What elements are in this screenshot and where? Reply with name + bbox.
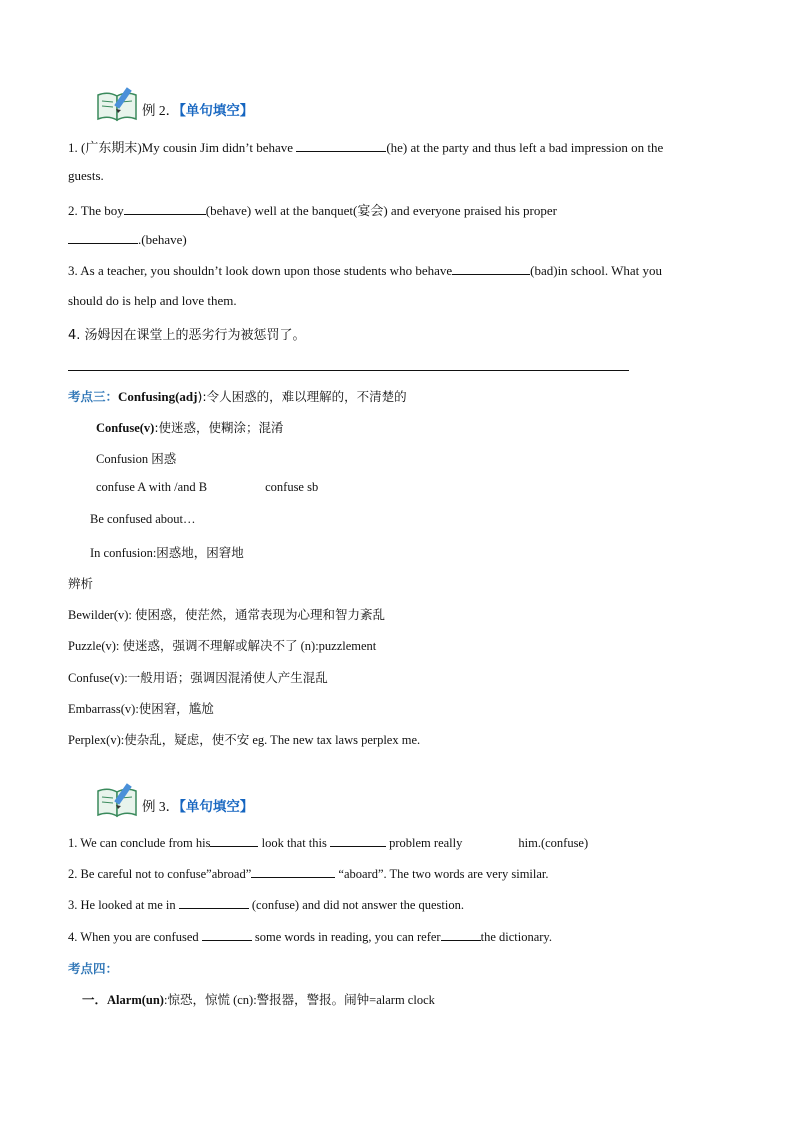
kaodian-4-heading: 考点四： <box>68 961 119 976</box>
compare-embarrass: Embarrass(v):使困窘，尴尬 <box>68 702 214 716</box>
ex2-item-3-cont: should do is help and love them. <box>68 293 237 308</box>
in-confusion-line: In confusion:困惑地，困窘地 <box>90 546 244 560</box>
answer-blank[interactable] <box>124 202 206 215</box>
example-2-label <box>142 99 253 119</box>
book-pencil-icon <box>96 85 140 123</box>
ex2-item-1-cont: guests. <box>68 168 104 183</box>
ex2-item-4: 4. 汤姆因在课堂上的恶劣行为被惩罚了。 <box>68 328 306 343</box>
example-3-header <box>96 779 253 819</box>
answer-blank[interactable] <box>251 865 335 878</box>
ex2-item-1: 1. (广东期末)My cousin Jim didn’t behave (he) at the party and thus left a bad impression on the <box>68 140 664 155</box>
example-3-label <box>142 795 253 815</box>
example-title: 【单句填空】 <box>179 103 254 119</box>
answer-blank <box>462 835 518 847</box>
ex3-item-3: 3. He looked at me in (confuse) and did not answer the question. <box>68 898 464 912</box>
answer-blank[interactable] <box>330 834 386 847</box>
compare-perplex: Perplex(v):使杂乱，疑虑，使不安 eg. The new tax laws perplex me. <box>68 733 421 747</box>
book-pencil-icon <box>96 781 140 819</box>
kaodian-3-heading: 考点三：Confusing(adj):令人困惑的，难以理解的，不清楚的 <box>68 389 407 404</box>
confuse-with-line: confuse A with /and B confuse sb <box>96 480 319 494</box>
example-2-header <box>96 83 253 123</box>
example-number: 例 2． <box>142 103 180 118</box>
compare-bewilder: Bewilder(v): 使困惑，使茫然，通常表现为心理和智力紊乱 <box>68 608 385 622</box>
answer-blank[interactable] <box>202 928 252 941</box>
ex3-item-4: 4. When you are confused some words in reading, you can refer the dictionary. <box>68 930 552 944</box>
compare-confuse: Confuse(v):一般用语；强调因混淆使人产生混乱 <box>68 671 328 685</box>
alarm-line: 一．Alarm(un):惊恐，惊慌 (cn):警报器，警报。闹钟=alarm clock <box>82 992 435 1007</box>
example-title: 【单句填空】 <box>179 799 254 815</box>
answer-blank[interactable] <box>68 231 138 244</box>
answer-blank[interactable] <box>179 896 249 909</box>
ex2-item-2-cont: .(behave) <box>68 231 187 248</box>
ex2-item-2: 2. The boy (behave) well at the banquet(宴会) and everyone praised his proper <box>68 203 557 218</box>
compare-puzzle: Puzzle(v): 使迷惑，强调不理解或解决不了 (n):puzzlement <box>68 639 377 653</box>
answer-blank[interactable] <box>296 139 386 152</box>
answer-blank[interactable] <box>441 928 481 941</box>
confuse-verb-line: Confuse(v):使迷惑，使糊涂；混淆 <box>96 420 284 435</box>
confused-about-line: Be confused about… <box>90 512 196 526</box>
ex3-item-2: 2. Be careful not to confuse”abroad” “aboard”. The two words are very similar. <box>68 867 549 881</box>
ex3-item-1: 1. We can conclude from his look that this problem really him.(confuse) <box>68 836 589 850</box>
answer-blank[interactable] <box>210 834 258 847</box>
bianxi-heading: 辨析 <box>68 576 94 591</box>
answer-blank[interactable] <box>452 262 530 275</box>
ex2-item-3: 3. As a teacher, you shouldn’t look down upon those students who behave (bad)in school. What you <box>68 263 663 278</box>
answer-line[interactable] <box>68 370 629 371</box>
example-number: 例 3． <box>142 799 180 814</box>
confusion-line: Confusion 困惑 <box>96 452 177 466</box>
